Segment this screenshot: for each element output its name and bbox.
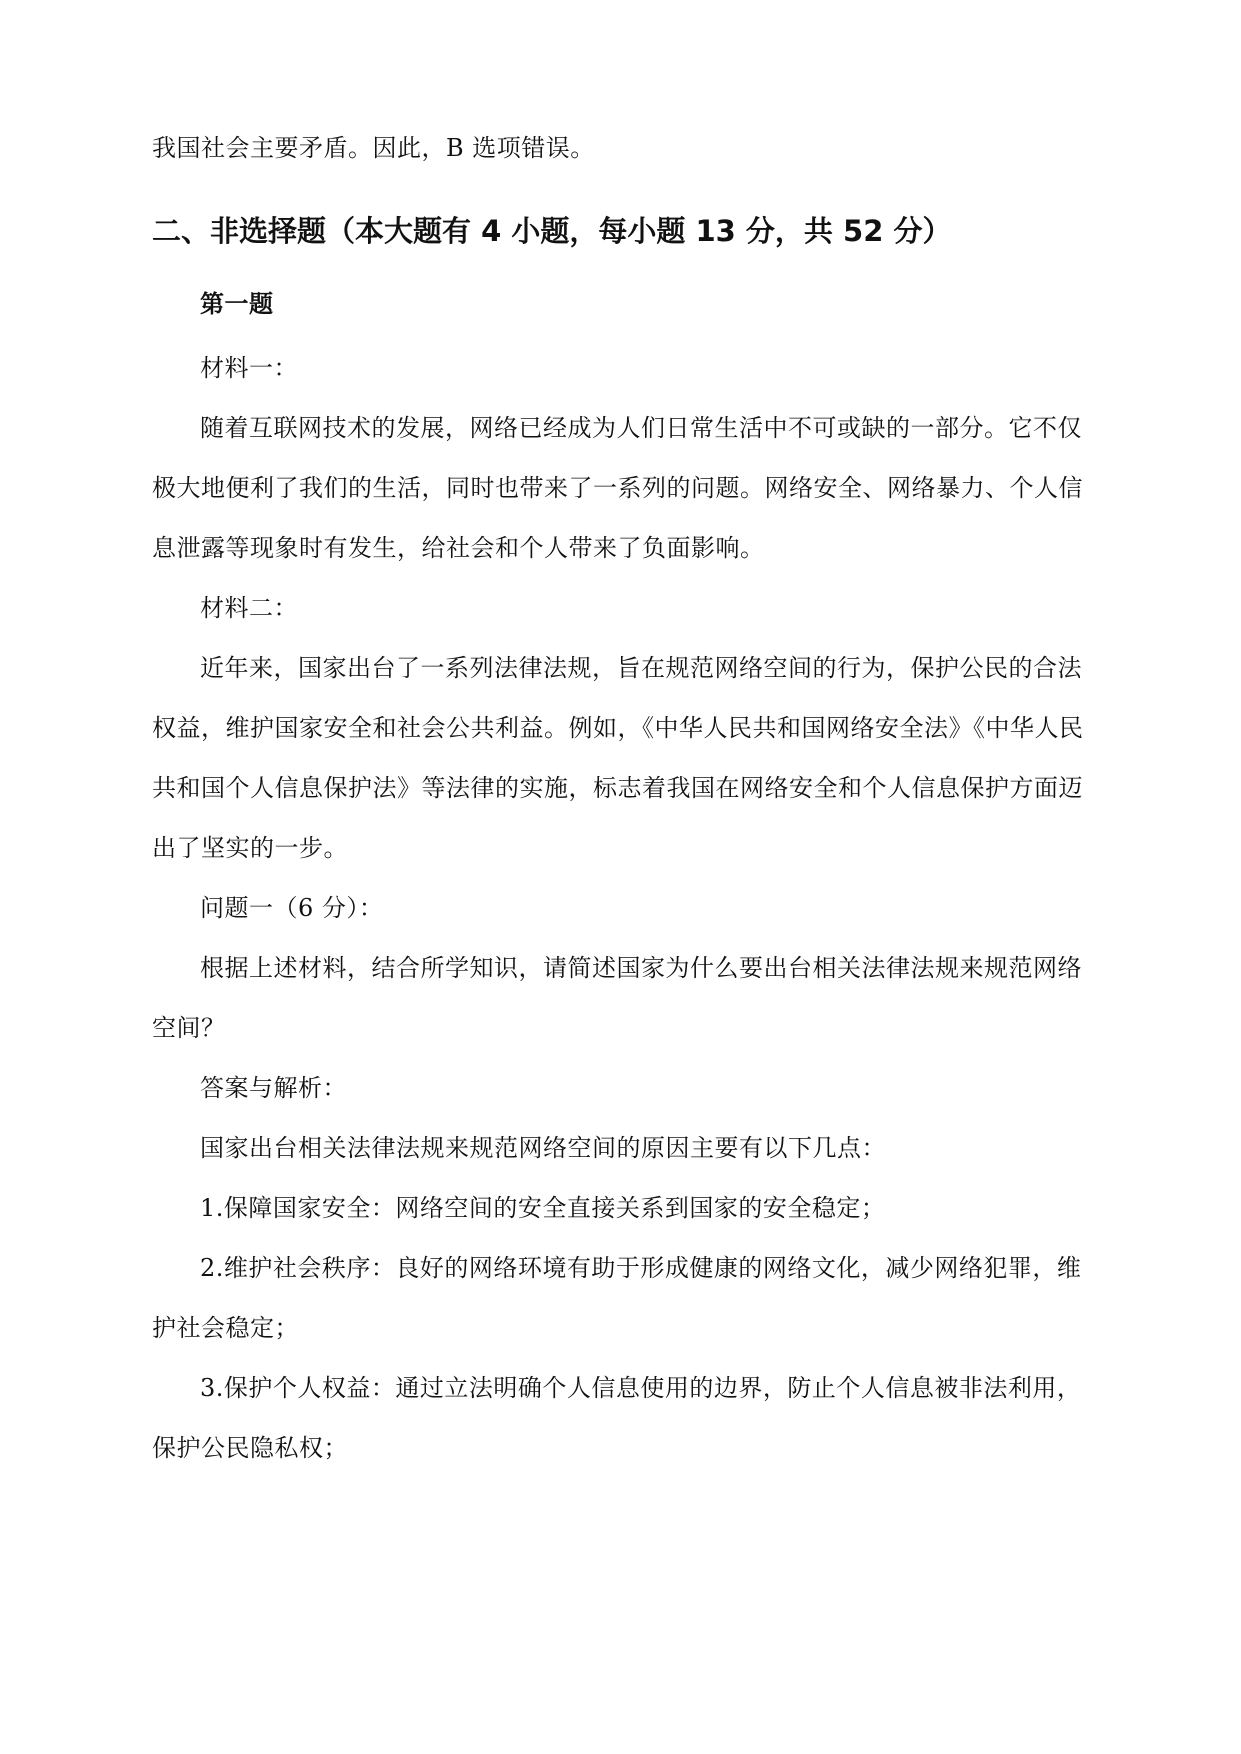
material1-line-1: 随着互联网技术的发展，网络已经成为人们日常生活中不可或缺的一部分。它不仅 [200,414,1082,442]
material1-line-3: 息泄露等现象时有发生，给社会和个人带来了负面影响。 [152,534,765,562]
question1-line-2: 空间？ [152,1014,226,1042]
answer-label: 答案与解析： [200,1074,347,1102]
answer-point-3-line-1: 3.保护个人权益：通过立法明确个人信息使用的边界，防止个人信息被非法利用， [200,1374,1082,1402]
answer-point-3-line-2: 保护公民隐私权； [152,1434,348,1462]
material2-line-4: 出了坚实的一步。 [152,834,348,862]
material2-line-3: 共和国个人信息保护法》等法律的实施，标志着我国在网络安全和个人信息保护方面迈 [152,774,1083,802]
material1-line-2: 极大地便利了我们的生活，同时也带来了一系列的问题。网络安全、网络暴力、个人信 [152,474,1083,502]
material2-line-2: 权益，维护国家安全和社会公共利益。例如，《中华人民共和国网络安全法》《中华人民 [152,714,1084,742]
answer-point-1: 1.保障国家安全：网络空间的安全直接关系到国家的安全稳定； [200,1194,886,1222]
material1-label: 材料一： [200,354,298,382]
question1-line-1: 根据上述材料，结合所学知识，请简述国家为什么要出台相关法律法规来规范网络 [200,954,1082,982]
answer-intro: 国家出台相关法律法规来规范网络空间的原因主要有以下几点： [200,1134,886,1162]
intro-line: 我国社会主要矛盾。因此，B 选项错误。 [152,134,595,162]
question1-label: 问题一（6 分）： [200,894,384,922]
answer-point-2-line-2: 护社会稳定； [152,1314,299,1342]
material2-line-1: 近年来，国家出台了一系列法律法规，旨在规范网络空间的行为，保护公民的合法 [200,654,1082,682]
material2-label: 材料二： [200,594,298,622]
answer-point-2-line-1: 2.维护社会秩序：良好的网络环境有助于形成健康的网络文化，减少网络犯罪，维 [200,1254,1082,1282]
section-title: 二、非选择题（本大题有 4 小题，每小题 13 分，共 52 分） [152,214,952,248]
question-title: 第一题 [200,290,274,318]
